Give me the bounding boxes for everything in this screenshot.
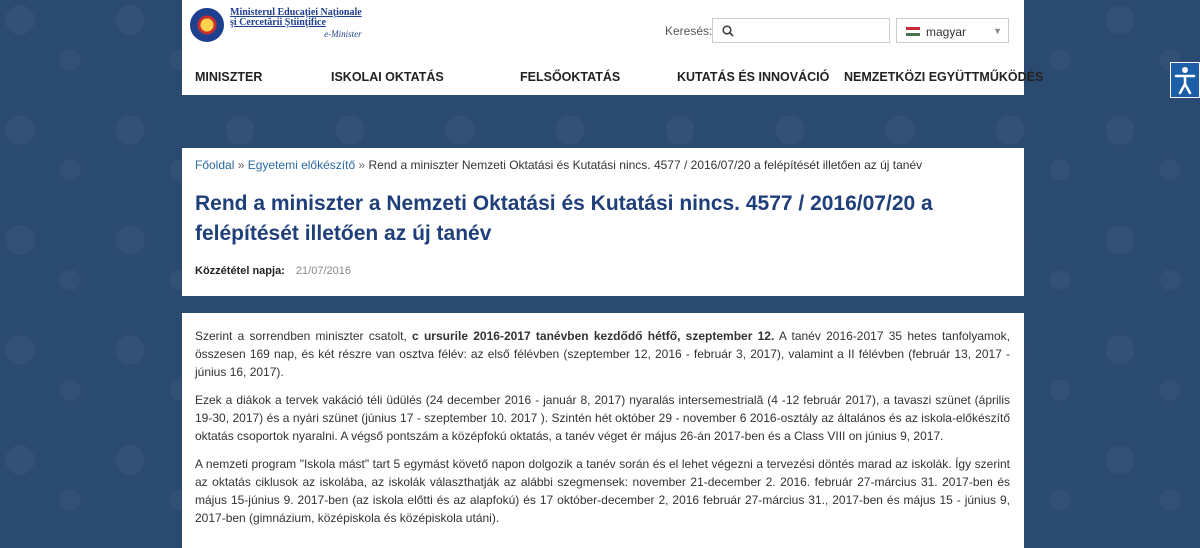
search-icon[interactable] xyxy=(722,25,734,37)
paragraph-2: Ezek a diákok a tervek vakáció téli üdülés (24 december 2016 - január 8, 2017) nyaralás intersemestrială (4 -12 február 2017), a tavaszi szünet (április 19-30, 2017) és a nyári szünet (június 17 - szeptember 10. 2017 ). Szintén hét október 29 - november 6 2016-osztály az általános és az iskola-előkészítő oktatás csoportok nyaralni. A végső pontszám a középfokú oktatás, a tanév véget ér május 26-án 2017-ben és a Class VIII on június 9, 2017. xyxy=(195,393,1010,443)
language-select[interactable] xyxy=(896,18,1009,43)
accessibility-button[interactable] xyxy=(1170,62,1200,98)
publication-date-label: Közzététel napja: xyxy=(195,265,285,277)
article-content xyxy=(195,327,1010,537)
breadcrumb-separator: » xyxy=(358,158,366,172)
paragraph-1-bold: c ursurile 2016-2017 tanévben kezdődő hétfő, szeptember 12. xyxy=(412,329,775,343)
breadcrumb-home[interactable]: Főoldal xyxy=(195,158,235,172)
chevron-down-icon: ▼ xyxy=(993,26,1002,36)
main-nav xyxy=(182,70,1044,88)
page-title: Rend a miniszter a Nemzeti Oktatási és Kutatási nincs. 4577 / 2016/07/20 a felépítését illetően az új tanév xyxy=(195,192,933,245)
publication-date-value: 21/07/2016 xyxy=(295,265,351,277)
logo-line-1: Ministerul Educaţiei Naţionale xyxy=(230,7,362,18)
breadcrumb xyxy=(195,158,922,172)
article-header xyxy=(182,148,1024,296)
hungary-flag-icon xyxy=(906,27,920,36)
language-value: magyar xyxy=(926,25,967,39)
publication-date xyxy=(195,265,351,277)
ministry-logo[interactable] xyxy=(190,8,362,42)
site-header xyxy=(182,0,1044,95)
nav-item-iskolai-oktatas[interactable]: ISKOLAI OKTATÁS xyxy=(331,70,444,84)
nav-item-kutatas[interactable]: KUTATÁS ÉS INNOVÁCIÓ xyxy=(677,70,830,84)
logo-subtitle: e-Minister xyxy=(324,29,362,39)
breadcrumb-separator: » xyxy=(237,158,245,172)
breadcrumb-current: Rend a miniszter Nemzeti Oktatási és Kutatási nincs. 4577 / 2016/07/20 a felépítését illetően az új tanév xyxy=(368,158,923,172)
paragraph-1: Szerint a sorrendben miniszter csatolt, c ursurile 2016-2017 tanévben kezdődő hétfő, szeptember 12. A tanév 2016-2017 35 hetes tanfolyamok, összesen 169 nap, és két részre van osztva félév: az első félévben (szeptember 12, 2016 - február 3, 2017), valamint a II félévben (február 13, 2017 - június 16, 2017). xyxy=(195,329,1011,379)
breadcrumb-parent[interactable]: Egyetemi előkészítő xyxy=(247,158,356,172)
nav-item-felsooktatas[interactable]: FELSŐOKTATÁS xyxy=(520,70,621,84)
article-body xyxy=(182,313,1024,548)
nav-item-nemzetkozi[interactable]: NEMZETKÖZI EGYÜTTMŰKÖDÉS xyxy=(844,70,1044,84)
nav-item-miniszter[interactable]: MINISZTER xyxy=(195,70,263,84)
crest-icon xyxy=(190,8,224,42)
paragraph-3: A nemzeti program "Iskola mást" tart 5 egymást követő napon dolgozik a tanév során és el lehet végezni a tervezési döntés marad az iskolák. Így szerint az oktatás ciklusok az iskolába, az iskolák választhatják az alábbi szegmensek: november 21-december 2. 2016. február 27-március 31. 2017-ben és május 15-június 9. 2017-ben (az iskola előtti és az alapfokú) és 17 október-december 2, 2016 február 27-március 31., 2017-ben és május 15 - június 9, 2017-ben (gimnázium, középiskola és középiskola utáni). xyxy=(195,457,1010,525)
search-label: Keresés: xyxy=(665,24,713,38)
logo-line-2: şi Cercetării Ştiinţifice xyxy=(230,17,326,28)
accessibility-icon xyxy=(1171,63,1199,97)
search-input[interactable] xyxy=(712,18,890,43)
